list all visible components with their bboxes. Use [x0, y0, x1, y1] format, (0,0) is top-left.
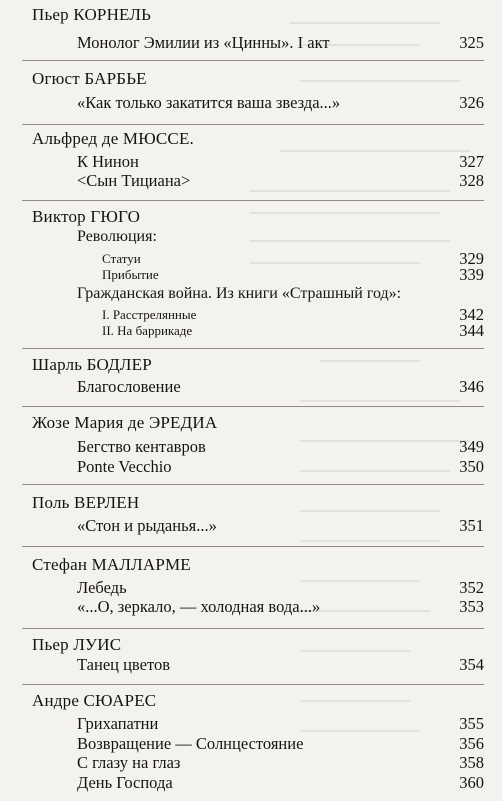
entry-title: «...О, зеркало, — холодная вода...» [77, 597, 321, 616]
toc-section [22, 406, 484, 485]
entry-page: 354 [459, 655, 484, 674]
entry-title: С глазу на глаз [77, 753, 181, 772]
entry-title: К Нинон [77, 152, 139, 171]
entry-title: Грихапатни [77, 714, 159, 733]
entry-page: 349 [459, 437, 484, 456]
toc-entry[interactable] [22, 457, 484, 477]
entry-title: Возвращение — Солнцестояние [77, 734, 304, 753]
author-name: Стефан МАЛЛАРМЕ [32, 555, 191, 574]
entry-page: 327 [459, 152, 484, 171]
entry-title: II. На баррикаде [102, 323, 193, 338]
toc-section [22, 348, 484, 407]
toc-entry[interactable] [22, 714, 484, 734]
toc-section [22, 684, 484, 801]
toc-entry[interactable] [22, 321, 484, 339]
entry-title: «Как только закатится ваша звезда...» [77, 93, 341, 112]
toc-entry[interactable] [22, 773, 484, 793]
entry-page: 352 [459, 578, 484, 597]
entry-page: 339 [459, 265, 484, 284]
toc-section [22, 484, 484, 547]
toc-entry[interactable] [22, 753, 484, 773]
toc-section [22, 124, 484, 201]
toc-section [22, 60, 484, 125]
toc-entry[interactable] [22, 377, 484, 397]
entry-page: 328 [459, 171, 484, 190]
author-name: Жозе Мария де ЭРЕДИА [32, 413, 218, 432]
toc-section [22, 628, 484, 685]
toc-section [22, 0, 484, 59]
entry-page: 358 [459, 753, 484, 772]
toc-subheading [22, 285, 484, 305]
entry-title: Революция: [77, 228, 157, 245]
author-name: Андре СЮАРЕС [32, 691, 157, 710]
toc-entry[interactable] [22, 152, 484, 172]
entry-page: 350 [459, 457, 484, 476]
entry-title: «Стон и рыданья...» [77, 516, 217, 535]
toc-subheading [22, 228, 484, 248]
toc-entry[interactable] [22, 578, 484, 598]
entry-title: Лебедь [77, 578, 127, 597]
entry-page: 325 [459, 33, 484, 52]
entry-page: 326 [459, 93, 484, 112]
toc-entry[interactable] [22, 734, 484, 754]
toc-entry[interactable] [22, 171, 484, 191]
entry-title: Гражданская война. Из книги «Страшный год»: [77, 285, 402, 302]
entry-page: 356 [459, 734, 484, 753]
author-name: Альфред де МЮССЕ. [32, 129, 194, 148]
entry-title: Монолог Эмилии из «Цинны». I акт [77, 33, 330, 52]
entry-title: Бегство кентавров [77, 437, 206, 456]
entry-title: Статуи [102, 251, 141, 266]
entry-page: 329 [459, 249, 484, 268]
entry-title: <Сын Тициана> [77, 171, 191, 190]
entry-title: День Господа [77, 773, 173, 792]
entry-title: Прибытие [102, 267, 159, 282]
entry-page: 346 [459, 377, 484, 396]
toc-entry[interactable] [22, 437, 484, 457]
toc-entry[interactable] [22, 93, 484, 113]
entry-title: Благословение [77, 377, 181, 396]
toc-entry[interactable] [22, 33, 484, 53]
toc-entry[interactable] [22, 516, 484, 536]
toc-entry[interactable] [22, 655, 484, 675]
toc-entry[interactable] [22, 265, 484, 283]
author-name: Шарль БОДЛЕР [32, 355, 152, 374]
author-name: Виктор ГЮГО [32, 207, 141, 226]
entry-title: Танец цветов [77, 655, 170, 674]
author-name: Поль ВЕРЛЕН [32, 493, 140, 512]
entry-page: 344 [459, 321, 484, 340]
author-name: Пьер КОРНЕЛЬ [32, 5, 152, 24]
toc-section [22, 200, 484, 349]
entry-title: I. Расстрелянные [102, 307, 197, 322]
entry-page: 355 [459, 714, 484, 733]
entry-title: Ponte Vecchio [77, 457, 172, 476]
toc-section [22, 546, 484, 629]
entry-page: 342 [459, 305, 484, 324]
entry-page: 360 [459, 773, 484, 792]
author-name: Пьер ЛУИС [32, 635, 122, 654]
author-name: Огюст БАРБЬЕ [32, 69, 147, 88]
entry-page: 353 [459, 597, 484, 616]
entry-page: 351 [459, 516, 484, 535]
toc-entry[interactable] [22, 597, 484, 617]
